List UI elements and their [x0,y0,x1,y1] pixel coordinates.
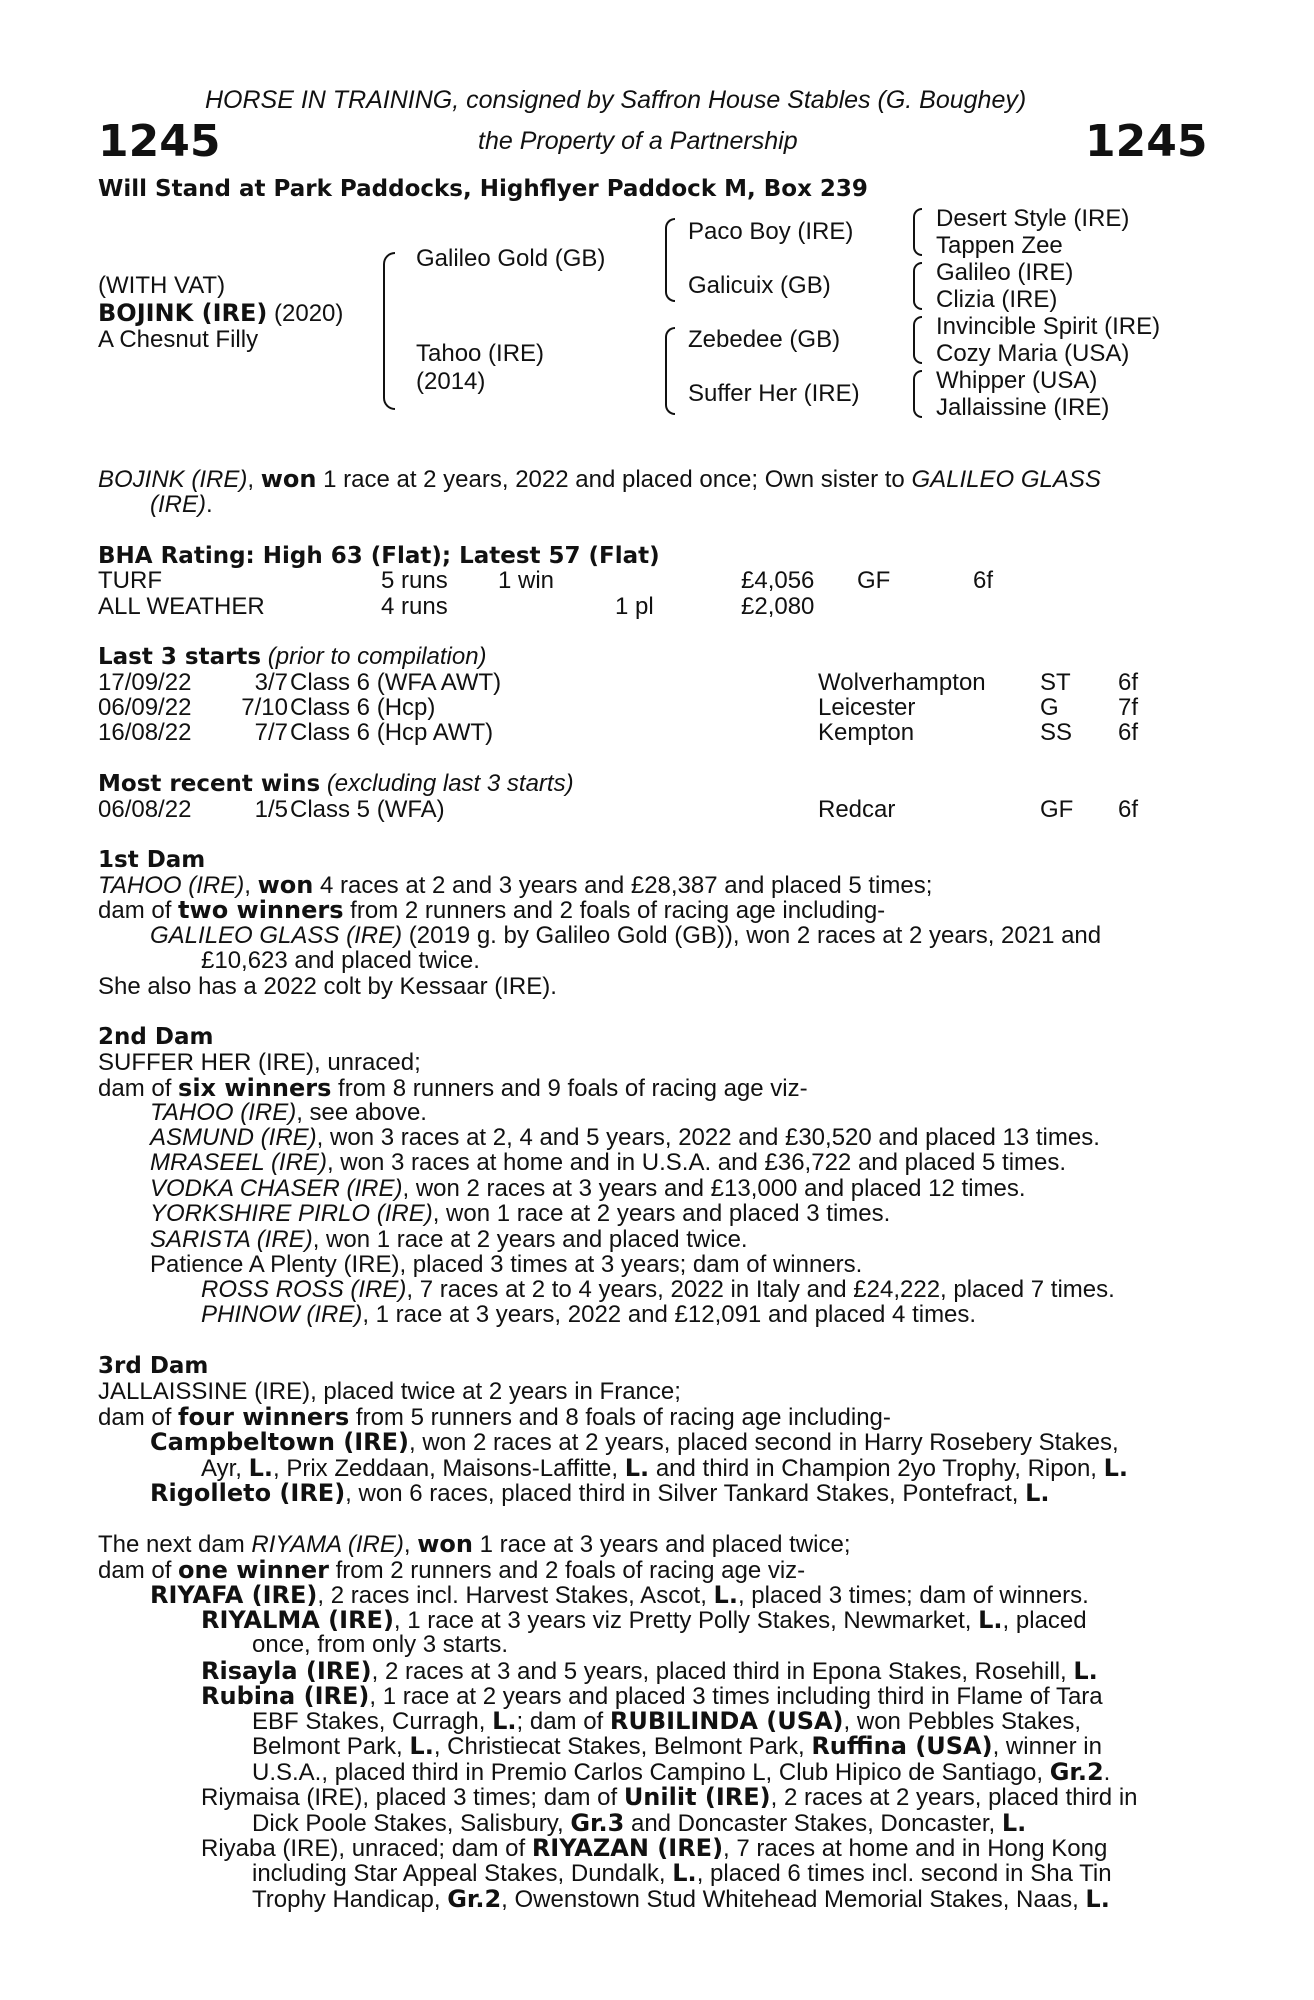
summary-sister: GALILEO GLASS [911,466,1101,493]
dam2-winners: six winners [178,1074,332,1102]
progeny-name: Risayla (IRE) [201,1657,372,1685]
listed-mark: L. [624,1454,650,1482]
t: EBF Stakes, Curragh, [252,1708,493,1735]
rating-prize: £4,056 [741,567,815,594]
gg-6: Cozy Maria (USA) [936,340,1130,367]
summary-end: . [206,491,213,518]
dam2-grandprogeny [201,1277,1115,1303]
dam1-progeny-line-1 [150,923,1101,949]
dam-dam: Suffer Her (IRE) [688,380,860,407]
t: U.S.A., placed third in Premio Carlos Campino L, Club Hipico de Santiago, [252,1759,1050,1786]
listed-mark: L. [248,1454,273,1482]
dam1-damof-rest: from 2 runners and 2 foals of racing age including- [343,897,886,924]
dam1-also: She also has a 2022 colt by Kessaar (IRE). [98,973,557,1000]
listed-mark: L. [713,1581,738,1609]
run-dist: 7f [1118,694,1139,721]
run-course: Kempton [818,719,915,746]
t: , 1 race at 3 years viz Pretty Polly Stakes, Newmarket, [393,1607,979,1634]
dam2-damof-rest: from 8 runners and 9 foals of racing age viz- [331,1075,808,1102]
dam1-comma: , [244,872,251,899]
sire-sire: Paco Boy (IRE) [688,218,854,245]
dam2-name-line: SUFFER HER (IRE), unraced; [98,1049,421,1076]
dam1-progeny-name: GALILEO GLASS (IRE) [150,922,403,949]
t: , Owenstown Stud Whitehead Memorial Stakes, Naas, [501,1886,1086,1913]
run-going: G [1040,694,1059,721]
riyalma-line-2: once, from only 3 starts. [252,1631,509,1658]
property-line: the Property of a Partnership [478,127,798,155]
dam: Tahoo (IRE) [416,340,545,367]
win-date: 06/08/22 [98,796,192,823]
summary-horse-name: BOJINK (IRE) [98,466,248,493]
run-course: Leicester [818,694,916,721]
group-mark: Gr.2 [1049,1758,1104,1786]
listed-mark: L. [1103,1454,1129,1482]
riymaisa-line-2 [252,1810,1026,1837]
nextdam-line-1 [98,1531,851,1558]
summary-sister-suffix: (IRE) [150,491,206,518]
win-going: GF [1040,796,1074,823]
dam2-progeny [150,1227,748,1253]
summary-name-part [98,466,1101,493]
t: , placed 6 times incl. second in Sha Tin [696,1860,1112,1887]
listed-mark: L. [672,1859,697,1887]
listed-mark: L. [1025,1479,1050,1507]
recent-wins-title-bold: Most recent wins [98,771,321,797]
gg-1: Desert Style (IRE) [936,205,1130,232]
t: from 2 runners and 2 foals of racing age viz- [328,1557,806,1584]
listed-mark: L. [409,1732,434,1760]
win-course: Redcar [818,796,896,823]
t: Dick Poole Stakes, Salisbury, [252,1810,571,1837]
dam2-grandprogeny [201,1302,976,1328]
run-race: Class 6 (Hcp AWT) [290,719,494,746]
horse-name: BOJINK (IRE) [98,299,268,327]
run-dist: 6f [1118,719,1139,746]
run-pos: 3/7 [254,669,288,696]
progeny-name: ASMUND (IRE) [150,1124,317,1151]
dam2-progeny: Patience A Plenty (IRE), placed 3 times at 3 years; dam of winners. [150,1251,863,1278]
t: , placed [1002,1607,1087,1634]
run-going: SS [1040,719,1073,746]
progeny-name: RIYALMA (IRE) [201,1606,394,1634]
t: and Doncaster Stakes, Doncaster, [624,1810,1002,1837]
gg-8: Jallaissine (IRE) [936,394,1110,421]
g-brace-4 [913,370,922,418]
run-dist: 6f [1118,669,1139,696]
run-race: Class 6 (WFA AWT) [290,669,502,696]
progeny-text: , won 1 race at 2 years and placed 3 times. [432,1200,891,1227]
dam1-damof: dam of [98,897,179,924]
progeny-text: , see above. [296,1099,427,1126]
progeny-name: Rubina (IRE) [201,1682,370,1710]
riyaba-line [201,1835,1107,1862]
last3-title [98,644,487,670]
t: Riymaisa (IRE), placed 3 times; dam of [201,1784,624,1811]
run-going: ST [1040,669,1071,696]
dam-brace [665,327,675,415]
vat-label: (WITH VAT) [98,272,226,299]
last3-title-bold: Last 3 starts [98,644,262,670]
dam1-progeny-line-2: £10,623 and placed twice. [201,947,480,974]
dam1-title: 1st Dam [98,847,206,873]
dam3-damof-rest: from 5 runners and 8 foals of racing age including- [349,1404,891,1431]
progeny-text: , won 3 races at home and in U.S.A. and £36,722 and placed 5 times. [326,1149,1067,1176]
gg-2: Tappen Zee [936,232,1063,259]
rubina-line [201,1683,1103,1710]
rating-prize: £2,080 [741,593,815,620]
rating-runs: 4 runs [381,593,448,620]
t: , 2 races incl. Harvest Stakes, Ascot, [317,1582,714,1609]
t: ; dam of [516,1708,610,1735]
run-date: 06/09/22 [98,694,192,721]
rating-title: BHA Rating: High 63 (Flat); Latest 57 (Flat) [98,543,660,569]
dam1-winners: two winners [178,896,344,924]
nextdam-winners: one winner [178,1556,329,1584]
listed-mark: L. [1073,1657,1098,1685]
listed-mark: L. [1001,1809,1027,1837]
listed-mark: L. [492,1707,517,1735]
group-mark: Gr.2 [447,1885,502,1913]
dam2-title: 2nd Dam [98,1024,214,1050]
progeny-name: RUBILINDA (USA) [609,1707,844,1735]
horse-description: A Chesnut Filly [98,326,259,353]
t: Belmont Park, [252,1733,410,1760]
progeny-text: , 1 race at 3 years, 2022 and £12,091 and placed 4 times. [362,1301,977,1328]
g-brace-2 [913,262,922,310]
run-pos: 7/7 [254,719,288,746]
progeny-text: , won 2 races at 3 years and £13,000 and placed 12 times. [402,1175,1026,1202]
recent-wins-title [98,771,574,797]
progeny-name: RIYAFA (IRE) [150,1581,318,1609]
dam1-text: 4 races at 2 and 3 years and £28,387 and placed 5 times; [313,872,933,899]
gg-3: Galileo (IRE) [936,259,1074,286]
dam2-progeny [150,1150,1066,1176]
progeny-name: MRASEEL (IRE) [150,1149,327,1176]
progeny-name: Unilit (IRE) [623,1783,771,1811]
t: 1 race at 3 years and placed twice; [472,1531,851,1558]
rating-wins: 1 win [498,567,555,594]
dam3-damof: dam of [98,1404,179,1431]
t: , Christiecat Stakes, Belmont Park, [433,1733,812,1760]
dam1-line-2 [98,897,885,924]
t: dam of [98,1557,179,1584]
riyalma-line [201,1607,1087,1634]
progeny-text: , 7 races at 2 to 4 years, 2022 in Italy and £24,222, placed 7 times. [406,1276,1115,1303]
lot-number-left: 1245 [98,116,221,167]
rating-going: GF [857,567,891,594]
risayla-line [201,1658,1098,1685]
run-pos: 7/10 [241,694,288,721]
recent-wins-subtitle: (excluding last 3 starts) [326,770,574,797]
win-race: Class 5 (WFA) [290,796,445,823]
rating-dist: 6f [973,567,994,594]
t: Trophy Handicap, [252,1886,448,1913]
t: including Star Appeal Stakes, Dundalk, [252,1860,673,1887]
run-course: Wolverhampton [818,669,986,696]
run-date: 16/08/22 [98,719,192,746]
progeny-name: YORKSHIRE PIRLO (IRE) [150,1200,433,1227]
t: Riyaba (IRE), unraced; dam of [201,1835,532,1862]
riyaba-line-3 [252,1886,1110,1913]
rubina-line-4 [252,1759,1110,1786]
consignor-line: HORSE IN TRAINING, consigned by Saffron House Stables (G. Boughey) [205,86,1027,114]
g-brace-3 [913,316,922,364]
dam-year: (2014) [416,368,486,395]
rating-surface: TURF [98,567,162,594]
dam-sire: Zebedee (GB) [688,326,841,353]
riyaba-line-2 [252,1860,1112,1887]
dam2-progeny [150,1176,1026,1202]
horse-year: (2020) [274,300,344,327]
progeny-text: , won 6 races, placed third in Silver Tankard Stakes, Pontefract, [345,1480,1026,1507]
gg-5: Invincible Spirit (IRE) [936,313,1161,340]
progeny-name: Rigolleto (IRE) [150,1479,346,1507]
dam3-progeny-cont [201,1455,1128,1482]
progeny-name: VODKA CHASER (IRE) [150,1175,403,1202]
win-pos: 1/5 [254,796,288,823]
gg-7: Whipper (USA) [936,367,1098,394]
progeny-name: ROSS ROSS (IRE) [201,1276,407,1303]
progeny-name: RIYAZAN (IRE) [531,1834,724,1862]
dam2-damof-line [98,1075,808,1102]
summary-won: won [260,465,317,493]
dam1-won: won [257,871,314,899]
rubina-line-3 [252,1733,1102,1760]
stand-line: Will Stand at Park Paddocks, Highflyer Paddock M, Box 239 [98,176,868,202]
dam2-progeny [150,1125,1100,1151]
t: and third in Champion 2yo Trophy, Ripon, [649,1455,1104,1482]
horse-name-line [98,299,343,328]
dam1-progeny-text: (2019 g. by Galileo Gold (GB)), won 2 races at 2 years, 2021 and [402,922,1102,949]
progeny-name: SARISTA (IRE) [150,1226,313,1253]
t: , 2 races at 3 and 5 years, placed third in Epona Stakes, Rosehill, [371,1658,1074,1685]
t: Ayr, [201,1455,249,1482]
summary-line-1 [98,466,1202,493]
sire-dam-brace [383,252,395,410]
group-mark: Gr.3 [570,1809,625,1837]
progeny-name: Ruffina (USA) [811,1732,993,1760]
sire: Galileo Gold (GB) [416,245,606,272]
run-pos-col [218,670,288,745]
nextdam-line-2 [98,1557,805,1584]
sire-brace [665,218,675,302]
riyafa-line [150,1582,1089,1609]
last3-subtitle: (prior to compilation) [267,643,487,670]
t: The next dam [98,1531,252,1558]
t: , 7 races at home and in Hong Kong [723,1835,1108,1862]
progeny-name: TAHOO (IRE) [150,1099,297,1126]
listed-mark: L. [1085,1885,1110,1913]
t: , 2 races at 2 years, placed third in [770,1784,1138,1811]
riymaisa-line [201,1784,1138,1811]
rating-surface: ALL WEATHER [98,593,265,620]
dam3-title: 3rd Dam [98,1353,209,1379]
t: , winner in [992,1733,1102,1760]
summary-comma: , [247,466,255,493]
rating-runs: 5 runs [381,567,448,594]
t: , [403,1531,418,1558]
progeny-name: Campbeltown (IRE) [150,1428,409,1456]
dam1-line-1 [98,872,932,899]
gg-4: Clizia (IRE) [936,286,1058,313]
dam3-damof-line [98,1404,891,1431]
rubina-line-2 [252,1708,1081,1735]
summary-text: 1 race at 2 years, 2022 and placed once; Own sister to [316,466,912,493]
listed-mark: L. [978,1606,1003,1634]
progeny-text: , won 3 races at 2, 4 and 5 years, 2022 and £30,520 and placed 13 times. [316,1124,1100,1151]
t: . [1103,1759,1111,1786]
dam2-progeny [150,1100,427,1126]
dam3-progeny [150,1429,1119,1456]
summary-line-2 [150,492,213,518]
rating-placed: 1 pl [615,593,654,620]
win-dist: 6f [1118,796,1139,823]
dam2-progeny [150,1201,890,1227]
nextdam-won: won [417,1530,473,1558]
run-race: Class 6 (Hcp) [290,694,436,721]
run-date: 17/09/22 [98,669,192,696]
dam3-winners: four winners [178,1403,350,1431]
nextdam-name: RIYAMA (IRE) [251,1531,404,1558]
progeny-name: PHINOW (IRE) [201,1301,363,1328]
dam3-progeny [150,1480,1050,1507]
sire-dam: Galicuix (GB) [688,272,831,299]
g-brace-1 [913,208,922,256]
dam2-damof: dam of [98,1075,179,1102]
progeny-text: , won 2 races at 2 years, placed second in Harry Rosebery Stakes, [409,1429,1119,1456]
dam3-name-line: JALLAISSINE (IRE), placed twice at 2 years in France; [98,1378,681,1405]
dam1-name: TAHOO (IRE) [98,872,245,899]
lot-number-right: 1245 [1085,116,1208,167]
t: , placed 3 times; dam of winners. [737,1582,1089,1609]
progeny-text: , won 1 race at 2 years and placed twice. [312,1226,748,1253]
t: , 1 race at 2 years and placed 3 times including third in Flame of Tara [369,1683,1103,1710]
t: , won Pebbles Stakes, [843,1708,1081,1735]
t: , Prix Zeddaan, Maisons-Laffitte, [273,1455,625,1482]
